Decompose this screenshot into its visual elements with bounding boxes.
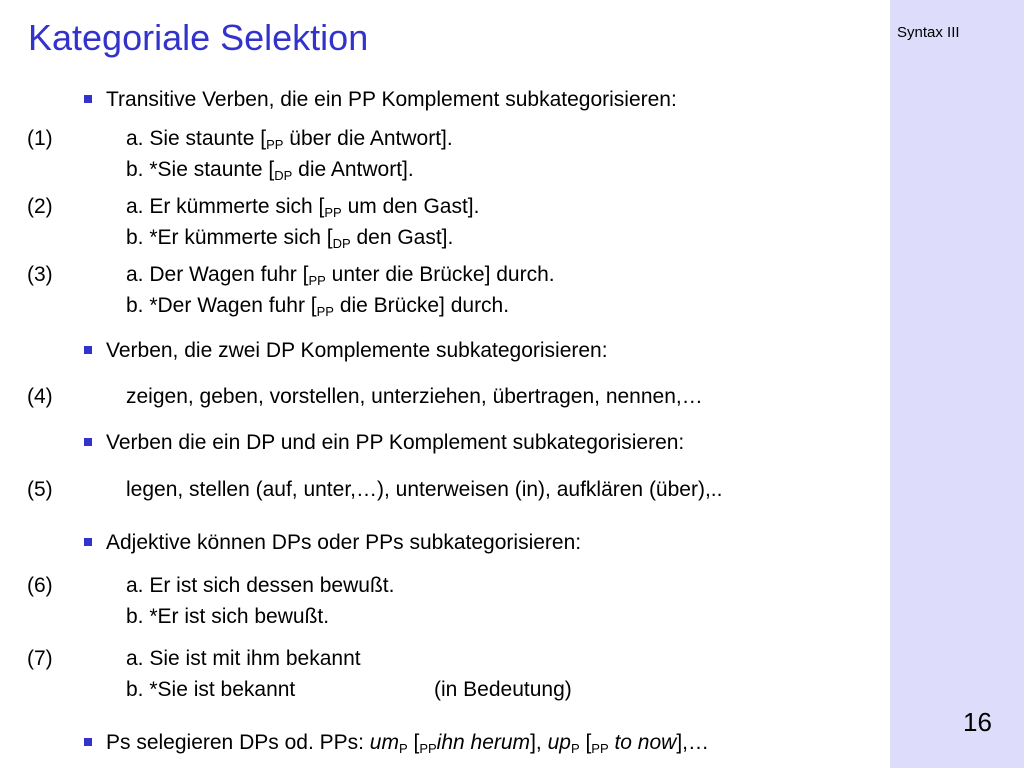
example-line: zeigen, geben, vorstellen, unterziehen, übertragen, nennen,… (126, 385, 703, 408)
page-title: Kategoriale Selektion (28, 17, 369, 58)
bullet-text: Adjektive können DPs oder PPs subkategorisieren: (106, 531, 582, 554)
bullet-text: Transitive Verben, die ein PP Komplement subkategorisieren: (106, 88, 677, 111)
bullet-text: Verben die ein DP und ein PP Komplement subkategorisieren: (106, 431, 685, 454)
example-line: a. Der Wagen fuhr [$_{PP}$ unter die Brücke] durch. (126, 263, 555, 288)
example-number: (2) (27, 195, 53, 218)
bullet-text: Verben, die zwei DP Komplemente subkategorisieren: (106, 339, 608, 362)
example-line: a. Er ist sich dessen bewußt. (126, 574, 395, 597)
bullet-square-icon (84, 438, 92, 446)
example-number: (1) (27, 127, 53, 150)
example-number: (3) (27, 263, 53, 286)
example-line: a. Sie ist mit ihm bekannt (126, 647, 361, 670)
example-number: (4) (27, 385, 53, 408)
example-line: b. *Er kümmerte sich [$_{DP}$ den Gast]. (126, 226, 454, 251)
course-label: Syntax III (897, 24, 960, 41)
example-line: legen, stellen (auf, unter,…), unterweisen (in), aufklären (über),.. (126, 478, 723, 501)
example-line: b. *Der Wagen fuhr [$_{PP}$ die Brücke] durch. (126, 294, 510, 319)
example-line: b. *Er ist sich bewußt. (126, 605, 330, 628)
example-note: (in Bedeutung) (434, 678, 572, 701)
bullet-square-icon (84, 738, 92, 746)
example-number: (6) (27, 574, 53, 597)
bullet-square-icon (84, 346, 92, 354)
bullet-square-icon (84, 538, 92, 546)
sidebar-panel (890, 0, 1024, 768)
example-line: a. Er kümmerte sich [$_{PP}$ um den Gast]. (126, 195, 480, 220)
example-line: a. Sie staunte [$_{PP}$ über die Antwort]. (126, 127, 453, 152)
bullet-text: Ps selegieren DPs od. PPs: $um_P$ [$_{PP}ihn$ herum], $up_P$ [$_{PP}$ to now],… (106, 731, 710, 756)
example-line: b. *Sie staunte [$_{DP}$ die Antwort]. (126, 158, 414, 183)
example-number: (5) (27, 478, 53, 501)
example-line: b. *Sie ist bekannt (126, 678, 296, 701)
example-number: (7) (27, 647, 53, 670)
bullet-square-icon (84, 95, 92, 103)
page-number: 16 (963, 707, 992, 737)
